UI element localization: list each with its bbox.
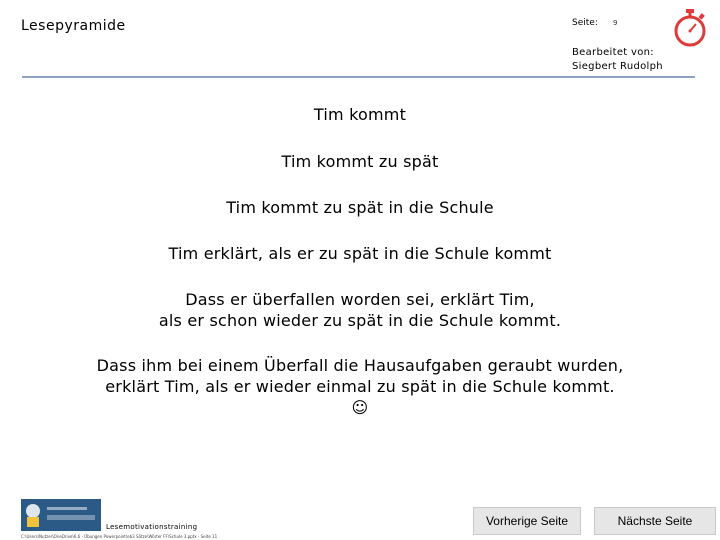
smiley-icon: ☺	[351, 398, 369, 417]
pyramid-line-2: Tim kommt zu spät	[281, 152, 439, 171]
pyramid-line-6a: Dass ihm bei einem Überfall die Hausaufgaben geraubt wurden,	[96, 356, 624, 375]
editor-credit	[572, 46, 663, 74]
pyramid-line-1: Tim kommt	[313, 105, 407, 124]
pyramid-line-5a: Dass er überfallen worden sei, erklärt Tim,	[185, 290, 535, 309]
pyramid-line-5	[60, 289, 660, 331]
page-label: Seite:	[572, 18, 598, 28]
next-page-button[interactable]: Nächste Seite	[594, 507, 716, 535]
page-title: Lesepyramide	[21, 18, 126, 34]
page-number: 9	[613, 19, 618, 27]
stopwatch-icon[interactable]	[672, 8, 708, 48]
file-path: C:\Users\Nutzer\OneDrive\6.6 - Übungen Powerpoint\eb3 Sätze\Wörter FF\Schule 3.pptx - Seite 11	[21, 534, 218, 539]
pyramid-line-5b: als er schon wieder zu spät in die Schule kommt.	[158, 311, 562, 330]
editor-label: Bearbeitet von:	[572, 47, 654, 58]
header-divider	[22, 76, 695, 78]
program-label: Lesemotivationstraining	[106, 523, 198, 531]
pyramid-line-6	[60, 355, 660, 418]
pyramid-line-3: Tim kommt zu spät in die Schule	[226, 198, 494, 217]
pyramid-line-4: Tim erklärt, als er zu spät in die Schule kommt	[168, 244, 552, 263]
editor-name: Siegbert Rudolph	[572, 61, 663, 72]
pyramid-line-6b: erklärt Tim, als er wieder einmal zu spät in die Schule kommt.	[105, 377, 615, 396]
logo	[21, 499, 101, 531]
previous-page-button[interactable]: Vorherige Seite	[473, 507, 581, 535]
